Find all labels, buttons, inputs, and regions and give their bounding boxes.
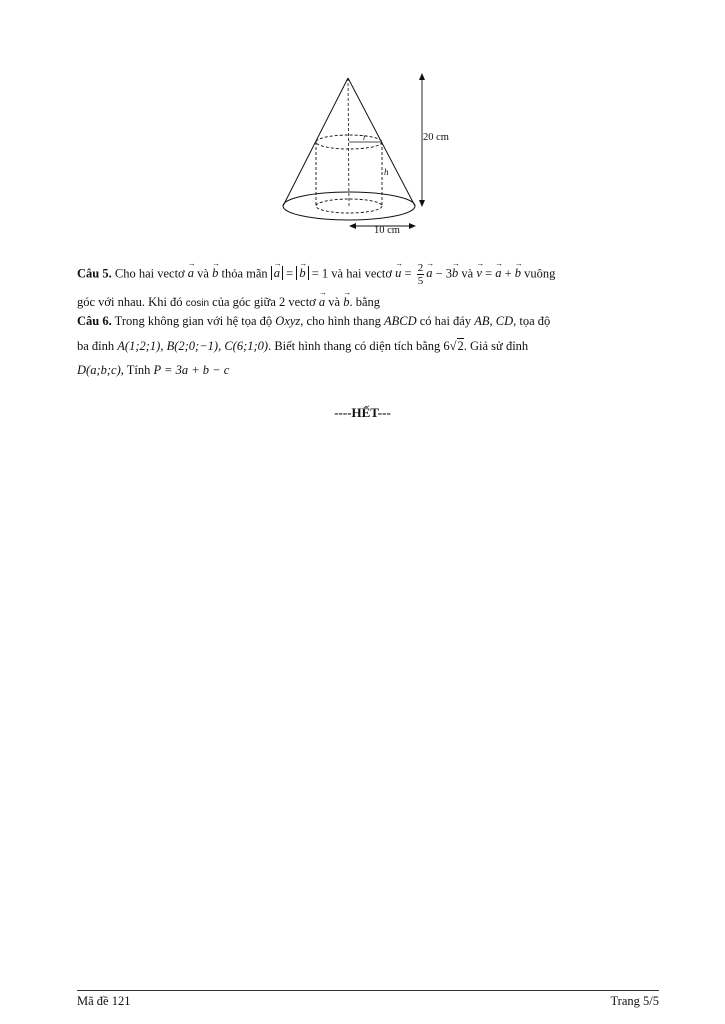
point-d: D(a;b;c): [77, 363, 121, 377]
footer-divider: [77, 990, 659, 991]
vector-v: → v: [476, 265, 482, 281]
conjunction: và: [325, 295, 344, 309]
question-6-text: Trong không gian với hệ tọa độ: [111, 314, 276, 328]
exam-code: Mã đề 121: [77, 994, 131, 1008]
question-6-line-2: ba đỉnh A(1;2;1), B(2;0;−1), C(6;1;0). Biết hình thang có diện tích bằng 6√2. Giả sử đỉnh: [77, 339, 529, 353]
end-mark: ----HẾT---: [334, 405, 391, 420]
point-b: B(2;0;−1): [166, 339, 219, 353]
question-6-text: , cho hình thang: [300, 314, 384, 328]
base-ab: AB: [474, 314, 490, 328]
question-6-text: . Biết hình thang có diện tích bằng: [268, 339, 444, 353]
vector-a: → a: [426, 265, 432, 281]
trapezoid-name: ABCD: [383, 314, 417, 328]
question-6-text: , tọa độ: [513, 314, 551, 328]
fraction: [417, 262, 425, 287]
vector-a: → a: [319, 294, 325, 310]
question-6-text: có hai đáy: [416, 314, 475, 328]
area-coefficient: 6: [443, 339, 450, 353]
page-number: Trang 5/5: [610, 994, 659, 1008]
question-5-text: Cho hai vectơ: [111, 266, 188, 281]
minus-coefficient: − 3: [432, 266, 453, 281]
question-5-line-2: [77, 294, 659, 312]
conjunction: và: [194, 266, 213, 281]
conjunction: và: [458, 266, 477, 281]
base-radius-label: 10 cm: [374, 225, 400, 236]
question-6-text: . Giả sử đỉnh: [463, 339, 529, 353]
cylinder-height-label: h: [384, 167, 389, 177]
question-5-text: của góc giữa 2 vectơ: [209, 295, 319, 309]
equals: =: [401, 266, 415, 281]
question-5-text: vuông: [521, 266, 556, 281]
point-c: C(6;1;0): [224, 339, 269, 353]
question-6-title: Câu 6.: [77, 314, 112, 328]
fraction-denominator: 5: [417, 275, 424, 287]
vector-b: → b: [452, 265, 458, 281]
vector-a: → a: [495, 265, 501, 281]
plus: +: [501, 266, 515, 281]
height-label: 20 cm: [423, 132, 449, 143]
vector-b: → b: [299, 265, 305, 281]
vector-b: → b: [212, 265, 218, 281]
question-5-text: góc với nhau. Khi đó: [77, 295, 186, 309]
question-5-line-1: Câu 5. Cho hai vectơ → a và → b thỏa mãn → a = → b = 1 và hai vectơ → u = $\frac{2}{5}$ → a − 3→ b và → v = → a + → b vuông: [77, 262, 659, 287]
cone-diagram: [270, 70, 470, 245]
question-6-line-1: Câu 6. Trong không gian với hệ tọa độ Oxyz, cho hình thang ABCD có hai đáy AB, CD, tọa độ: [77, 314, 551, 328]
cylinder-radius-label: r: [363, 132, 367, 142]
vector-b: → b: [515, 265, 521, 281]
question-6-text: ba đỉnh: [77, 339, 118, 353]
question-5-text: và hai vectơ: [328, 266, 396, 281]
vector-a: → a: [188, 265, 194, 281]
coordinate-system: Oxyz: [275, 314, 301, 328]
area-radicand: 2: [457, 339, 464, 353]
question-5-text: . bằng: [349, 295, 381, 309]
point-a: A(1;2;1): [117, 339, 161, 353]
vector-b: → b: [343, 294, 349, 310]
expression-p: P = 3a + b − c: [153, 363, 230, 377]
fraction-numerator: 2: [417, 262, 424, 274]
vector-u: → u: [395, 265, 401, 281]
base-cd: CD: [495, 314, 514, 328]
norm-a: [271, 266, 283, 280]
equals: =: [481, 266, 496, 281]
vector-a: → a: [274, 265, 280, 281]
cosin-word: cosin: [185, 298, 210, 309]
question-5-text: thỏa mãn: [218, 266, 271, 281]
norm-value: = 1: [308, 266, 329, 281]
question-6-line-3: [77, 362, 659, 378]
cone-cylinder-figure: [270, 70, 470, 245]
norm-b: [296, 266, 308, 280]
question-5-title: Câu 5.: [77, 266, 112, 281]
question-6-text: , Tính: [120, 363, 154, 377]
